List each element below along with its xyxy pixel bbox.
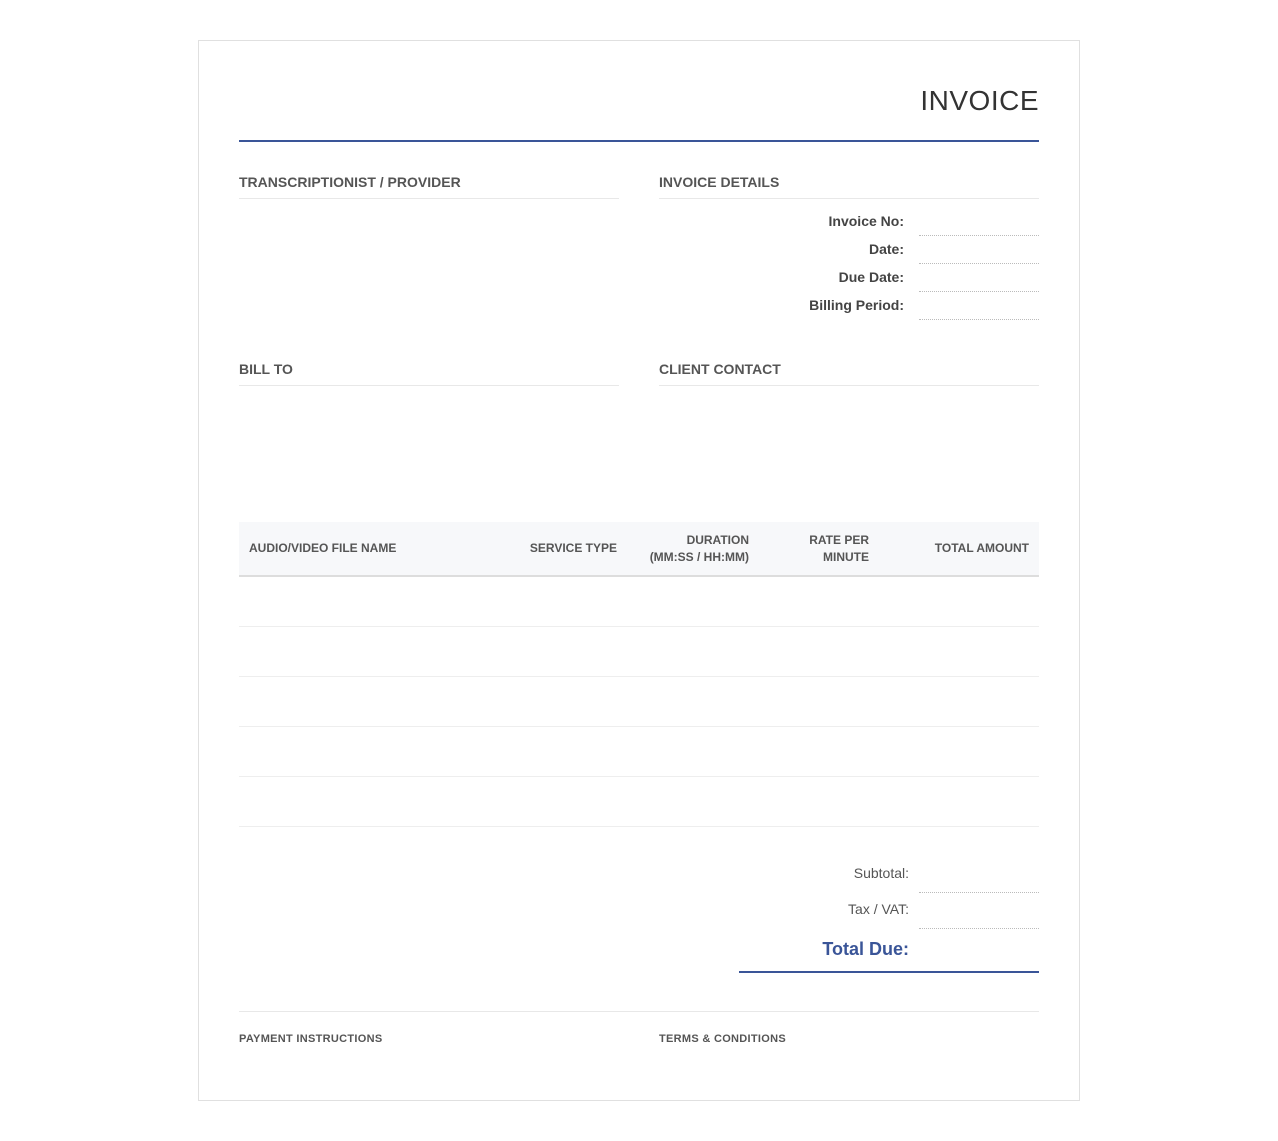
billing-period-label: Billing Period: — [809, 297, 904, 313]
invoice-details — [659, 213, 1039, 325]
line-items-table — [239, 522, 1039, 827]
subtotal-row — [739, 859, 1039, 895]
due-date-label: Due Date: — [838, 269, 904, 285]
table-row[interactable] — [239, 577, 1039, 627]
due-date-field[interactable] — [919, 291, 1039, 292]
subtotal-label: Subtotal: — [853, 865, 909, 881]
footer-divider — [239, 1011, 1039, 1012]
invoice-no-label: Invoice No: — [828, 213, 904, 229]
total-due-label: Total Due: — [822, 939, 909, 959]
table-row[interactable] — [239, 777, 1039, 827]
column-header-rate: RATE PER MINUTE — [809, 532, 869, 564]
tax-label: Tax / VAT: — [848, 901, 909, 917]
bill-to-section-heading: BILL TO — [239, 361, 619, 386]
table-header — [239, 522, 1039, 577]
table-row[interactable] — [239, 727, 1039, 777]
date-label: Date: — [868, 241, 904, 257]
table-row[interactable] — [239, 677, 1039, 727]
detail-row-billing-period — [659, 297, 1039, 325]
column-header-file-name: AUDIO/VIDEO FILE NAME — [249, 541, 397, 555]
billing-period-field[interactable] — [919, 319, 1039, 320]
totals-block — [739, 859, 1039, 973]
table-row[interactable] — [239, 627, 1039, 677]
column-header-service-type: SERVICE TYPE — [529, 541, 617, 555]
invoice-no-field[interactable] — [919, 235, 1039, 236]
terms-conditions-heading: TERMS & CONDITIONS — [659, 1033, 787, 1045]
date-field[interactable] — [919, 263, 1039, 264]
tax-row — [739, 895, 1039, 931]
invoice-title: INVOICE — [920, 85, 1039, 116]
detail-row-invoice-no — [659, 213, 1039, 241]
details-section-heading: INVOICE DETAILS — [659, 174, 1039, 199]
column-header-duration: DURATION (MM:SS / HH:MM) — [649, 532, 749, 564]
provider-section-heading: TRANSCRIPTIONIST / PROVIDER — [239, 174, 619, 199]
subtotal-field[interactable] — [919, 892, 1039, 893]
title-divider — [239, 140, 1039, 142]
detail-row-due-date — [659, 269, 1039, 297]
client-contact-section-heading: CLIENT CONTACT — [659, 361, 1039, 386]
total-due-row — [739, 931, 1039, 973]
column-header-total-amount: TOTAL AMOUNT — [934, 541, 1029, 555]
invoice-page — [198, 40, 1080, 1101]
tax-field[interactable] — [919, 928, 1039, 929]
payment-instructions-heading: PAYMENT INSTRUCTIONS — [239, 1033, 383, 1045]
detail-row-date — [659, 241, 1039, 269]
